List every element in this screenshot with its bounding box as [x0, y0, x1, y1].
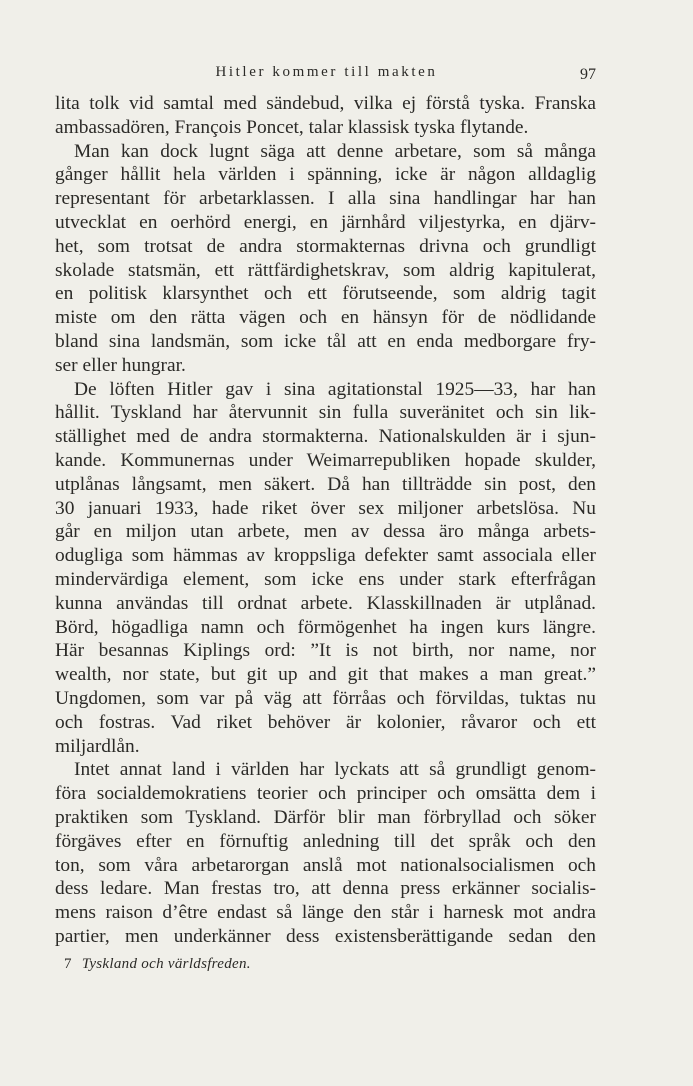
text-line: miljardlån. — [55, 735, 140, 757]
body-text — [55, 92, 596, 949]
text-line: mindervärdiga element, som icke ens under stark efterfrågan — [55, 568, 596, 590]
text-line: gånger hållit hela världen i spänning, icke är någon alldaglig — [55, 164, 596, 186]
text-line: partier, men underkänner dess existensberättigande sedan den — [55, 925, 596, 947]
text-line: går en miljon utan arbete, men av dessa äro många arbets- — [55, 521, 596, 543]
text-line: och fostras. Vad riket behöver är kolonier, råvaror och ett — [55, 711, 596, 733]
text-line: ambassadören, François Poncet, talar klassisk tyska flytande. — [55, 116, 529, 138]
text-line: Ungdomen, som var på väg att förråas och förvildas, tuktas nu — [55, 687, 596, 709]
text-line: en politisk klarsynthet och ett förutseende, som aldrig tagit — [55, 283, 596, 305]
text-line: lita tolk vid samtal med sändebud, vilka ej förstå tyska. Franska — [55, 93, 596, 114]
paragraph-first-line: De löften Hitler gav i sina agitationstal 1925—33, har han — [74, 378, 596, 400]
text-line: bland sina landsmän, som icke tål att en enda medborgare fry- — [55, 330, 596, 352]
text-line: miste om den rätta vägen och en hänsyn för de nödlidande — [55, 307, 596, 329]
text-line: dess ledare. Man frestas tro, att denna press erkänner socialis- — [55, 878, 596, 900]
text-line: ställighet med de andra stormakterna. Nationalskulden är i sjun- — [55, 426, 596, 448]
text-line: förgäves efter en förnuftig anledning till det språk och den — [55, 830, 596, 852]
text-line: kunna användas till ordnat arbete. Klasskillnaden är utplånad. — [55, 592, 596, 614]
text-line: kande. Kommunernas under Weimarrepubliken hopade skulder, — [55, 449, 596, 471]
text-line: hållit. Tyskland har återvunnit sin fulla suveränitet och sin lik- — [55, 402, 596, 424]
signature-number: 7 — [64, 956, 72, 972]
text-line: utvecklat en oerhörd energi, en järnhård viljestyrka, en djärv- — [55, 211, 596, 233]
text-line: mens raison d’être endast så länge den står i harnesk mot andra — [55, 902, 596, 924]
text-line: ton, som våra arbetarorgan anslå mot nationalsocialismen och — [55, 854, 596, 876]
text-line: odugliga som hämmas av kroppsliga defekter samt associala eller — [55, 545, 596, 567]
text-line: praktiken som Tyskland. Därför blir man förbryllad och söker — [55, 806, 596, 828]
text-line: föra socialdemokratiens teorier och principer och omsätta dem i — [55, 783, 596, 805]
text-line: het, som trotsat de andra stormakternas drivna och grundligt — [55, 235, 596, 257]
paragraph-first-line: Intet annat land i världen har lyckats att så grundligt genom- — [74, 759, 596, 781]
text-line: utplånas långsamt, men säkert. Då han tillträdde sin post, den — [55, 473, 596, 495]
text-line: Börd, högadliga namn och förmögenhet ha ingen kurs längre. — [55, 616, 596, 638]
running-title: Hitler kommer till makten — [215, 64, 438, 80]
text-line: 30 januari 1933, hade riket över sex miljoner arbetslösa. Nu — [55, 497, 596, 519]
text-line: representant för arbetarklassen. I alla sina handlingar har han — [55, 188, 596, 210]
signature-mark — [64, 956, 251, 973]
signature-title: Tyskland och världsfreden. — [81, 956, 251, 972]
text-line: wealth, nor state, but git up and git that makes a man great.” — [55, 664, 596, 686]
paragraph-first-line: Man kan dock lugnt säga att denne arbetare, som så många — [74, 140, 596, 162]
page-number: 97 — [580, 66, 596, 83]
page-header — [55, 62, 598, 86]
text-line: skolade statsmän, ett rättfärdighetskrav, som aldrig kapitulerat, — [55, 259, 596, 281]
text-line: ser eller hungrar. — [55, 354, 186, 376]
text-line: Här besannas Kiplings ord: ”It is not birth, nor name, nor — [55, 640, 596, 662]
